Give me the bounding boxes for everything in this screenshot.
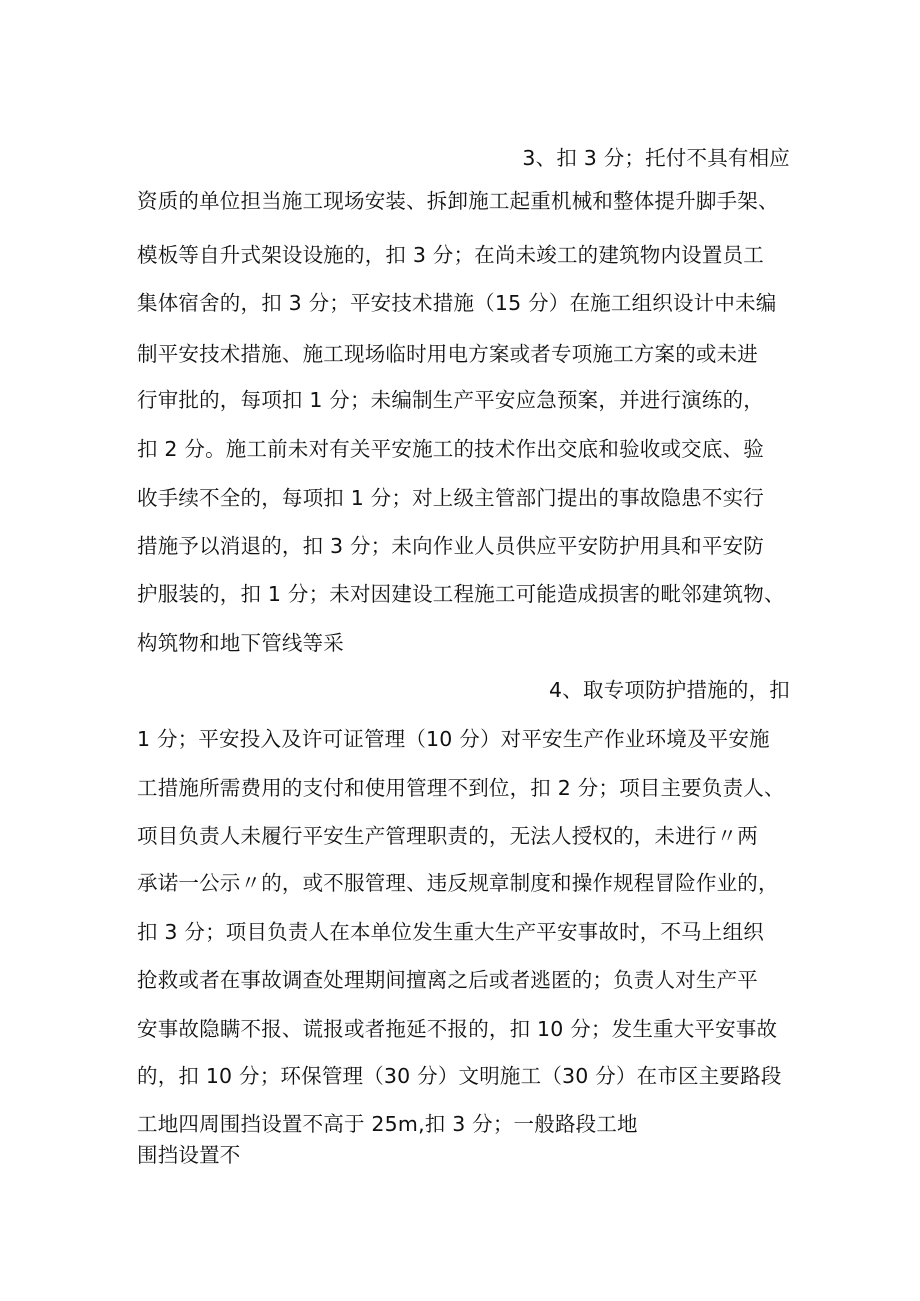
text-line-1: 3、扣 3 分；托付不具有相应 bbox=[522, 146, 790, 170]
text-line-9: 措施予以消退的，扣 3 分；未向作业人员供应平安防护用具和平安防 bbox=[137, 534, 764, 558]
text-line-3: 模板等自升式架设设施的，扣 3 分；在尚未竣工的建筑物内设置员工 bbox=[137, 243, 764, 267]
text-line-16: 承诺一公示〃的，或不服管理、违反规章制度和操作规程冒险作业的， bbox=[137, 871, 779, 895]
text-line-2: 资质的单位担当施工现场安装、拆卸施工起重机械和整体提升脚手架、 bbox=[137, 189, 779, 213]
text-line-6: 行审批的，每项扣 1 分；未编制生产平安应急预案，并进行演练的， bbox=[137, 388, 764, 412]
text-line-19: 安事故隐瞒不报、谎报或者拖延不报的，扣 10 分；发生重大平安事故 bbox=[137, 1017, 778, 1041]
text-line-21: 工地四周围挡设置不高于 25m,扣 3 分；一般路段工地 bbox=[137, 1112, 638, 1136]
text-line-13: 1 分；平安投入及许可证管理（10 分）对平安生产作业环境及平安施 bbox=[137, 727, 770, 751]
text-line-10: 护服装的，扣 1 分；未对因建设工程施工可能造成损害的毗邻建筑物、 bbox=[137, 582, 785, 606]
text-line-15: 项目负责人未履行平安生产管理职责的，无法人授权的，未进行〃两 bbox=[137, 824, 758, 848]
text-line-17: 扣 3 分；项目负责人在本单位发生重大生产平安事故时，不马上组织 bbox=[137, 920, 764, 944]
text-line-8: 收手续不全的，每项扣 1 分；对上级主管部门提出的事故隐患不实行 bbox=[137, 486, 764, 510]
text-line-7: 扣 2 分。施工前未对有关平安施工的技术作出交底和验收或交底、验 bbox=[137, 437, 764, 461]
text-line-4: 集体宿舍的，扣 3 分；平安技术措施（15 分）在施工组织设计中未编 bbox=[137, 291, 777, 315]
text-line-14: 工措施所需费用的支付和使用管理不到位，扣 2 分；项目主要负责人、 bbox=[137, 776, 785, 800]
text-line-5: 制平安技术措施、施工现场临时用电方案或者专项施工方案的或未进 bbox=[137, 342, 758, 366]
text-line-12: 4、取专项防护措施的，扣 bbox=[549, 678, 790, 702]
text-line-18: 抢救或者在事故调查处理期间擅离之后或者逃匿的；负责人对生产平 bbox=[137, 968, 758, 992]
text-line-11: 构筑物和地下管线等采 bbox=[137, 631, 344, 655]
text-line-22: 围挡设置不 bbox=[137, 1143, 241, 1167]
text-line-20: 的，扣 10 分；环保管理（30 分）文明施工（30 分）在市区主要路段 bbox=[137, 1064, 782, 1088]
